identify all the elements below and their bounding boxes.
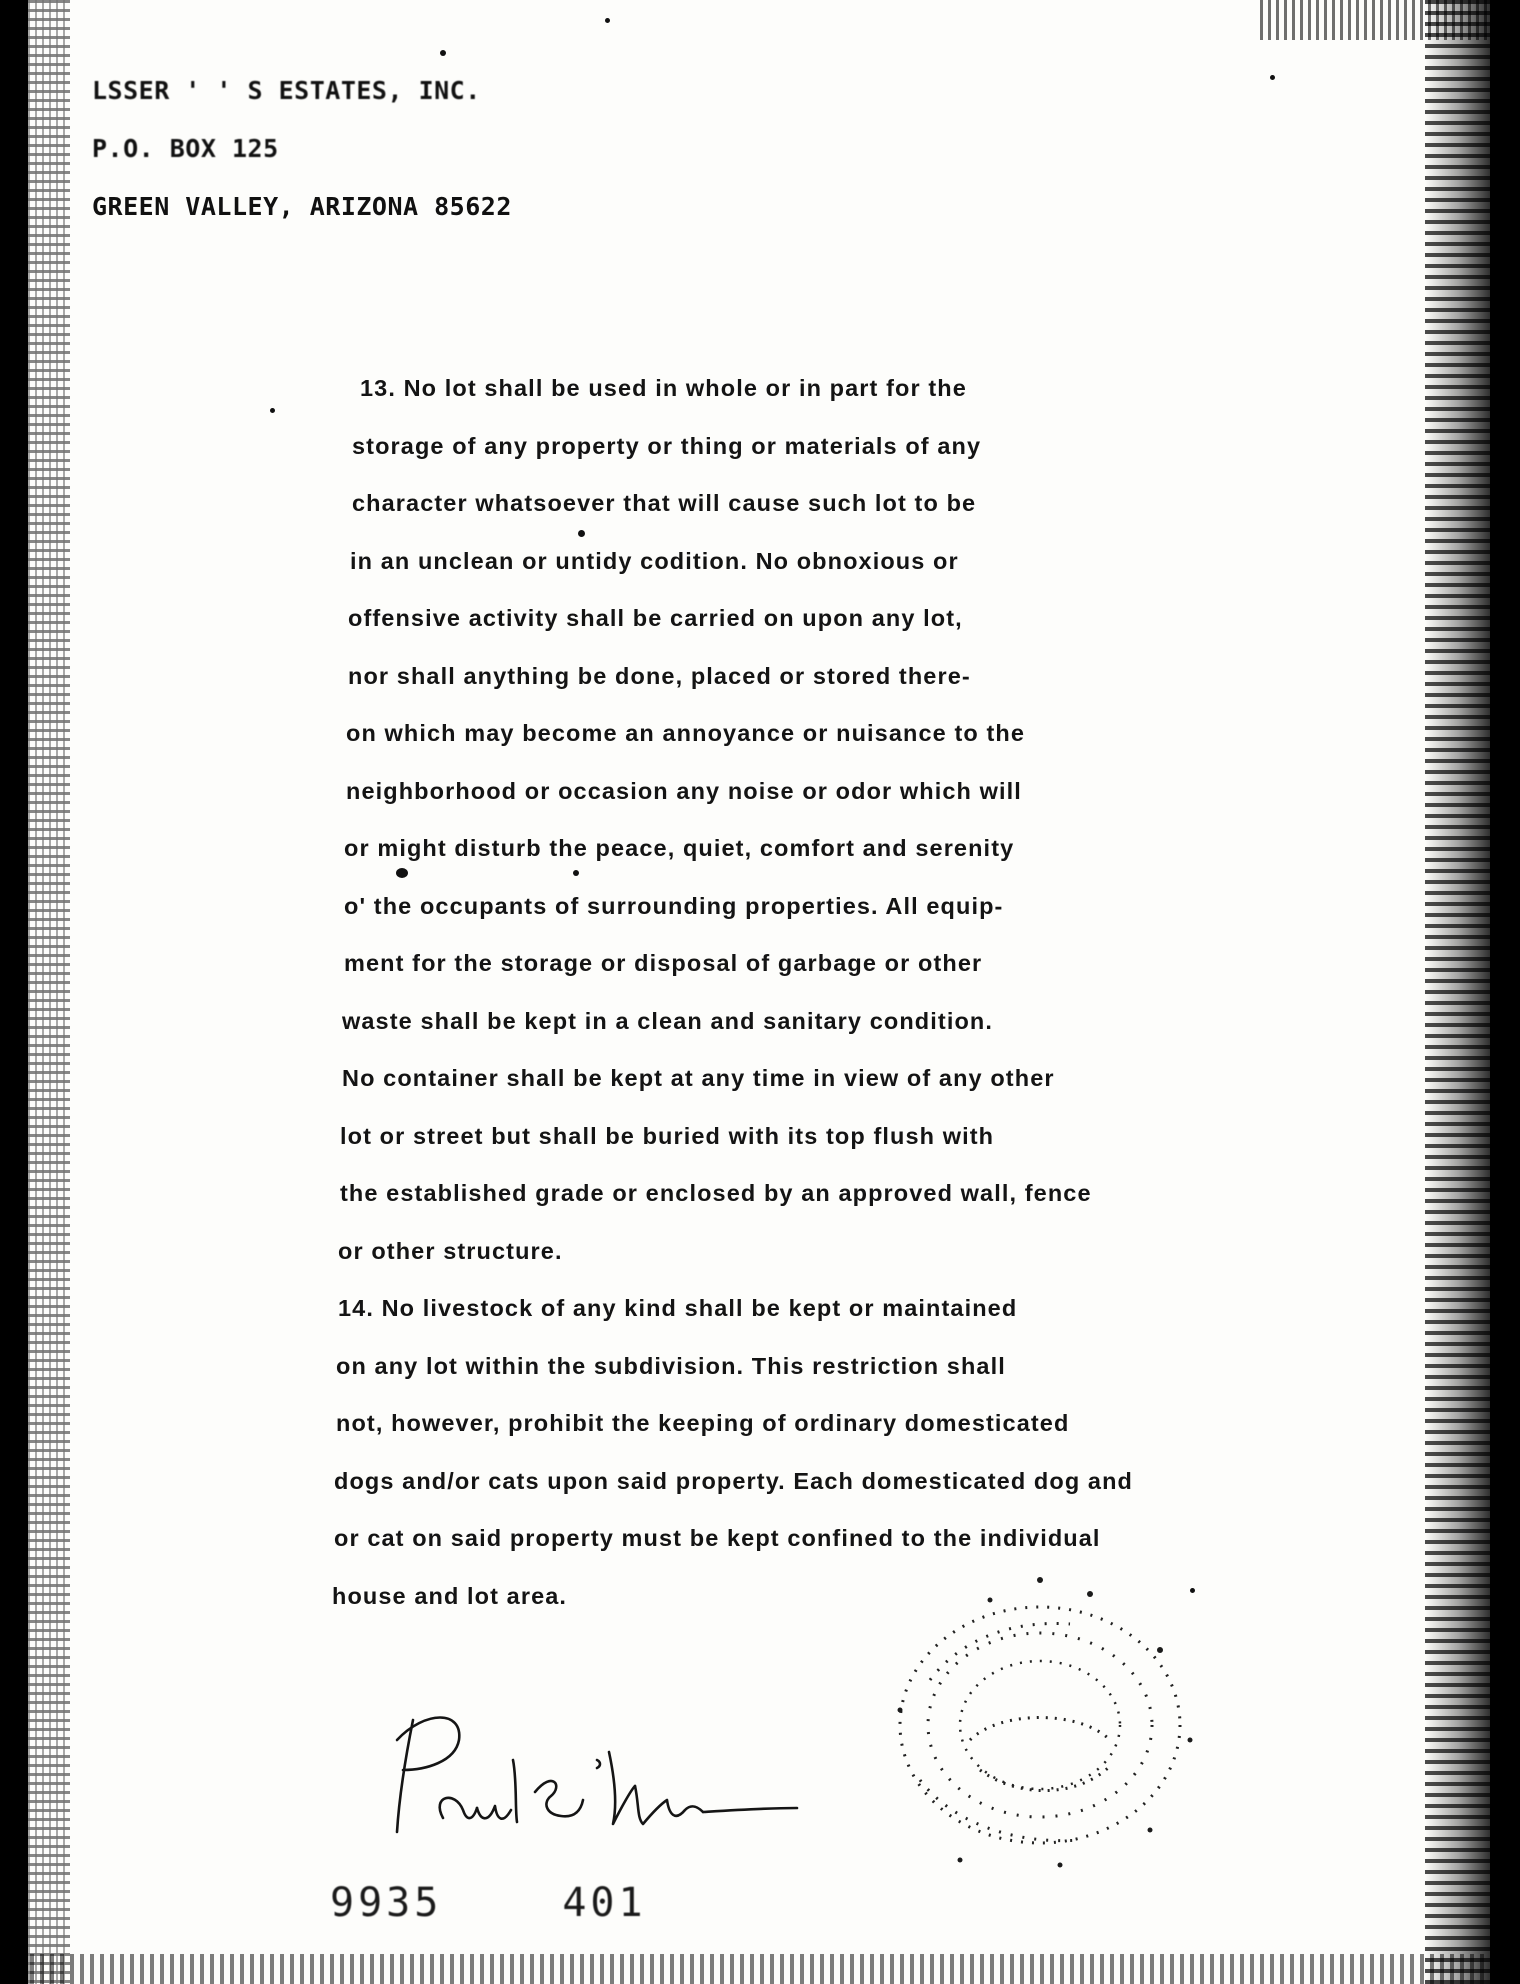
text-line: lot or street but shall be buried with its top flush with [340,1122,995,1149]
scan-speck [440,50,446,56]
scan-speck [270,408,275,413]
po-box: P.O. BOX 125 [92,134,279,163]
text-line: dogs and/or cats upon said property. Each domesticated dog and [334,1467,1133,1494]
text-line: on any lot within the subdivision. This restriction shall [336,1352,1006,1379]
scan-speck [605,18,610,23]
text-line: 13. No lot shall be used in whole or in part for the [360,375,967,401]
text-line: character whatsoever that will cause such lot to be [352,490,977,516]
text-line: storage of any property or thing or materials of any [352,432,982,459]
text-line: waste shall be kept in a clean and sanitary condition. [342,1007,993,1034]
text-line: or might disturb the peace, quiet, comfort and serenity [344,835,1015,861]
scan-edge-bottom [0,1954,1520,1984]
city-state-zip: GREEN VALLEY, ARIZONA 85622 [92,192,512,221]
embossed-seal [860,1560,1220,1880]
doc-number-left: 9935 [330,1880,443,1926]
text-line: or other structure. [338,1237,563,1264]
scan-speck [573,870,579,876]
text-line: not, however, prohibit the keeping of ordinary domesticated [336,1410,1070,1436]
scan-speck [396,868,408,878]
text-line: offensive activity shall be carried on upon any lot, [348,605,963,631]
text-line: the established grade or enclosed by an approved wall, fence [340,1180,1092,1206]
scan-speck [578,530,585,537]
text-line: No container shall be kept at any time in view of any other [342,1065,1055,1091]
text-line: in an unclean or untidy codition. No obnoxious or [350,547,959,574]
scan-edge-right [1425,0,1520,1984]
text-line: house and lot area. [332,1582,568,1609]
scan-speck [1270,75,1275,80]
text-line: 14. No livestock of any kind shall be kept or maintained [338,1295,1018,1321]
company-name: LSSER ' ' S ESTATES, INC. [92,76,481,105]
text-line: or cat on said property must be kept confined to the individual [334,1525,1101,1551]
text-line: neighborhood or occasion any noise or odor which will [346,777,1022,804]
letterhead [92,62,512,236]
text-line: nor shall anything be done, placed or stored there- [348,662,971,689]
scan-edge-top [1260,0,1520,40]
document-number [330,1880,647,1926]
text-line: o' the occupants of surrounding properties. All equip- [344,892,1004,919]
scan-speck [1190,1588,1195,1593]
scan-edge-left [0,0,70,1984]
restrictions-text [332,360,1332,1625]
text-line: on which may become an annoyance or nuisance to the [346,720,1025,746]
signature [385,1700,805,1850]
text-line: ment for the storage or disposal of garbage or other [344,950,983,976]
doc-number-right: 401 [562,1880,647,1926]
